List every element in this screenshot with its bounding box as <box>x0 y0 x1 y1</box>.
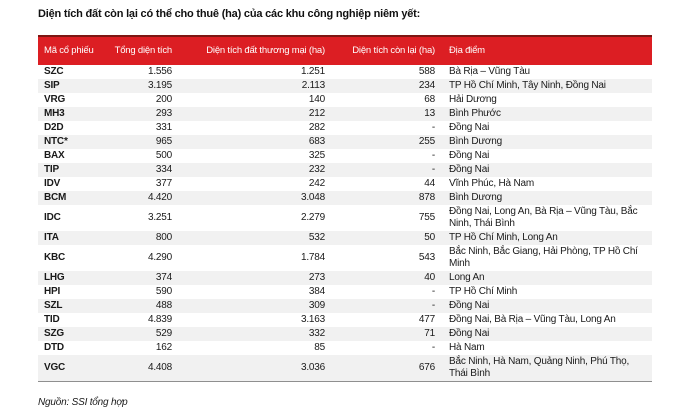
commercial-area-cell: 683 <box>308 136 325 147</box>
location-cell: Long An <box>449 272 485 283</box>
table-row <box>38 205 652 231</box>
total-area-cell: 4.290 <box>147 252 172 263</box>
table-body <box>38 65 652 382</box>
location-cell: Bình Dương <box>449 136 502 147</box>
table-row <box>38 231 652 245</box>
industrial-parks-table <box>38 35 652 382</box>
remaining-area-cell: - <box>431 164 435 175</box>
ticker-cell: SZC <box>44 66 64 77</box>
total-area-cell: 529 <box>155 328 172 339</box>
table-row <box>38 93 652 107</box>
total-area-cell: 488 <box>155 300 172 311</box>
remaining-area-cell: - <box>431 122 435 133</box>
commercial-area-cell: 2.113 <box>301 80 325 91</box>
total-area-cell: 4.420 <box>147 192 172 203</box>
remaining-area-cell: 44 <box>424 178 435 189</box>
ticker-cell: LHG <box>44 272 65 283</box>
commercial-area-cell: 325 <box>308 150 325 161</box>
remaining-area-cell: 40 <box>424 272 435 283</box>
commercial-area-cell: 85 <box>314 342 325 353</box>
location-cell: Bắc Ninh, Hà Nam, Quảng Ninh, Phú Thọ, Thái Bình <box>449 356 630 379</box>
ticker-cell: ITA <box>44 232 59 243</box>
total-area-cell: 500 <box>155 150 172 161</box>
ticker-cell: TIP <box>44 164 59 175</box>
location-cell: Đồng Nai <box>449 300 490 311</box>
total-area-cell: 965 <box>155 136 172 147</box>
table-header <box>38 36 652 65</box>
remaining-area-cell: 50 <box>424 232 435 243</box>
table-row <box>38 79 652 93</box>
commercial-area-cell: 140 <box>308 94 325 105</box>
commercial-area-cell: 1.784 <box>300 252 325 263</box>
commercial-area-cell: 232 <box>308 164 325 175</box>
total-area-cell: 293 <box>155 108 172 119</box>
commercial-area-cell: 3.048 <box>300 192 325 203</box>
ticker-cell: MH3 <box>44 108 65 119</box>
table-row <box>38 121 652 135</box>
total-area-cell: 374 <box>155 272 172 283</box>
commercial-area-cell: 273 <box>308 272 325 283</box>
page-title: Diện tích đất còn lại có thể cho thuê (ha) của các khu công nghiệp niêm yết: <box>38 8 421 20</box>
table-row <box>38 177 652 191</box>
ticker-cell: NTC* <box>44 136 68 147</box>
ticker-cell: SZL <box>44 300 63 311</box>
total-area-cell: 590 <box>155 286 172 297</box>
total-area-cell: 200 <box>155 94 172 105</box>
total-area-cell: 800 <box>155 232 172 243</box>
table-row <box>38 313 652 327</box>
location-cell: Bắc Ninh, Bắc Giang, Hải Phòng, TP Hồ Chí Minh <box>449 246 638 269</box>
ticker-cell: D2D <box>44 122 64 133</box>
remaining-area-cell: 676 <box>418 362 435 373</box>
location-cell: Bà Rịa – Vũng Tàu <box>449 66 530 77</box>
remaining-area-cell: 543 <box>418 252 435 263</box>
column-header-commercial: Diện tích đất thương mại (ha) <box>176 36 329 65</box>
total-area-cell: 3.251 <box>147 212 172 223</box>
column-header-total: Tổng diện tích <box>104 36 176 65</box>
commercial-area-cell: 309 <box>308 300 325 311</box>
remaining-area-cell: 71 <box>424 328 435 339</box>
location-cell: TP Hồ Chí Minh, Long An <box>449 232 558 243</box>
ticker-cell: BCM <box>44 192 67 203</box>
location-cell: Bình Dương <box>449 192 502 203</box>
remaining-area-cell: - <box>431 342 435 353</box>
commercial-area-cell: 384 <box>308 286 325 297</box>
total-area-cell: 4.839 <box>147 314 172 325</box>
total-area-cell: 334 <box>155 164 172 175</box>
table-row <box>38 327 652 341</box>
location-cell: Đồng Nai <box>449 122 490 133</box>
ticker-cell: BAX <box>44 150 65 161</box>
table-row <box>38 341 652 355</box>
commercial-area-cell: 282 <box>308 122 325 133</box>
remaining-area-cell: 588 <box>418 66 435 77</box>
commercial-area-cell: 3.163 <box>300 314 325 325</box>
table-row <box>38 149 652 163</box>
column-header-remaining: Diện tích còn lại (ha) <box>329 36 439 65</box>
table-row <box>38 65 652 79</box>
remaining-area-cell: 755 <box>418 212 435 223</box>
table-row <box>38 135 652 149</box>
ticker-cell: SZG <box>44 328 64 339</box>
commercial-area-cell: 2.279 <box>300 212 325 223</box>
ticker-cell: KBC <box>44 252 66 263</box>
location-cell: Đồng Nai, Bà Rịa – Vũng Tàu, Long An <box>449 314 616 325</box>
location-cell: Đồng Nai <box>449 328 490 339</box>
ticker-cell: VRG <box>44 94 66 105</box>
table-row <box>38 271 652 285</box>
location-cell: TP Hồ Chí Minh <box>449 286 518 297</box>
ticker-cell: HPI <box>44 286 61 297</box>
commercial-area-cell: 332 <box>308 328 325 339</box>
location-cell: Vĩnh Phúc, Hà Nam <box>449 178 534 189</box>
total-area-cell: 4.408 <box>147 362 172 373</box>
table-row <box>38 285 652 299</box>
table-row <box>38 191 652 205</box>
location-cell: Bình Phước <box>449 108 501 119</box>
location-cell: Đồng Nai, Long An, Bà Rịa – Vũng Tàu, Bắc Ninh, Thái Bình <box>449 206 638 229</box>
table-row <box>38 245 652 271</box>
location-cell: Đồng Nai <box>449 150 490 161</box>
location-cell: Hà Nam <box>449 342 485 353</box>
table-header-row <box>38 36 652 65</box>
ticker-cell: IDV <box>44 178 61 189</box>
total-area-cell: 377 <box>155 178 172 189</box>
remaining-area-cell: 255 <box>418 136 435 147</box>
table-row <box>38 299 652 313</box>
commercial-area-cell: 3.036 <box>300 362 325 373</box>
remaining-area-cell: 68 <box>424 94 435 105</box>
total-area-cell: 162 <box>155 342 172 353</box>
remaining-area-cell: - <box>431 286 435 297</box>
commercial-area-cell: 532 <box>308 232 325 243</box>
ticker-cell: IDC <box>44 212 61 223</box>
location-cell: Hải Dương <box>449 94 497 105</box>
remaining-area-cell: 13 <box>424 108 435 119</box>
total-area-cell: 331 <box>155 122 172 133</box>
ticker-cell: DTD <box>44 342 64 353</box>
ticker-cell: TID <box>44 314 60 325</box>
commercial-area-cell: 1.251 <box>300 66 325 77</box>
ticker-cell: VGC <box>44 362 66 373</box>
commercial-area-cell: 242 <box>308 178 325 189</box>
column-header-location: Địa điểm <box>439 36 652 65</box>
total-area-cell: 1.556 <box>147 66 172 77</box>
source-note: Nguồn: SSI tổng hợp <box>38 397 128 408</box>
total-area-cell: 3.195 <box>147 80 172 91</box>
table-row <box>38 355 652 382</box>
commercial-area-cell: 212 <box>308 108 325 119</box>
location-cell: Đồng Nai <box>449 164 490 175</box>
location-cell: TP Hồ Chí Minh, Tây Ninh, Đồng Nai <box>449 80 606 91</box>
table-row <box>38 163 652 177</box>
remaining-area-cell: 878 <box>418 192 435 203</box>
remaining-area-cell: 234 <box>418 80 435 91</box>
table-row <box>38 107 652 121</box>
remaining-area-cell: - <box>431 300 435 311</box>
remaining-area-cell: 477 <box>418 314 435 325</box>
column-header-ticker: Mã cổ phiếu <box>38 36 104 65</box>
remaining-area-cell: - <box>431 150 435 161</box>
ticker-cell: SIP <box>44 80 60 91</box>
